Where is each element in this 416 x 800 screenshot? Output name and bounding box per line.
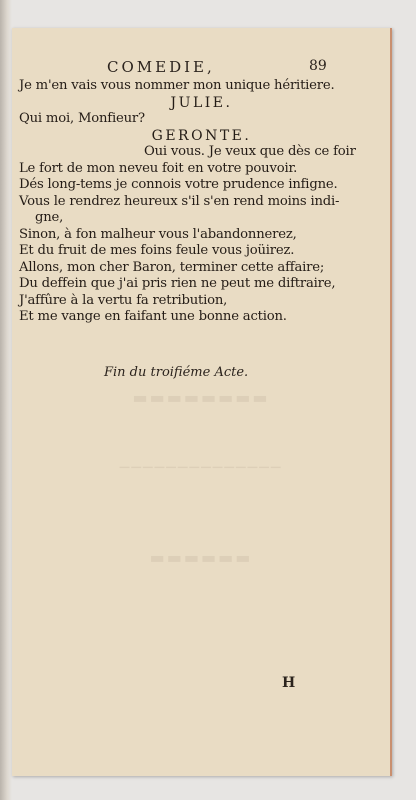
bleed-through-rule: ────────────── (119, 458, 283, 477)
running-head: COMEDIE, (107, 58, 215, 76)
verse-line: J'affûre à la vertu fa retribution, (19, 292, 228, 308)
verse-text (19, 78, 384, 326)
speaker-name: JULIE. (170, 94, 233, 111)
act-end-caption: Fin du troifiéme Acte. (104, 365, 249, 380)
verse-line: Je m'en vais vous nommer mon unique héritiere. (19, 78, 335, 93)
signature-mark: H (282, 675, 296, 691)
page-number: 89 (309, 58, 327, 74)
bleed-through-text: ▬▬▬▬▬▬▬▬ (132, 388, 270, 407)
bleed-through-text: ▬▬▬▬▬▬ (149, 548, 253, 567)
book-binding (0, 0, 12, 800)
verse-line: gne, (35, 210, 64, 225)
verse-line: Oui vous. Je veux que dès ce foir (144, 144, 356, 159)
verse-line: Et me vange en faifant une bonne action. (19, 309, 287, 324)
verse-line: Allons, mon cher Baron, terminer cette affaire; (19, 259, 325, 275)
book-page (12, 28, 392, 776)
verse-line: Sinon, à fon malheur vous l'abandonnerez, (19, 226, 297, 242)
verse-line: Du deffein que j'ai pris rien ne peut me diftraire, (19, 276, 336, 291)
verse-line: Qui moi, Monfieur? (19, 111, 145, 126)
verse-line: Vous le rendrez heureux s'il s'en rend moins indi- (19, 193, 340, 209)
speaker-name: GERONTE. (151, 127, 252, 144)
verse-line: Dés long-tems je connois votre prudence infigne. (19, 177, 338, 192)
verse-line: Le fort de mon neveu foit en votre pouvoir. (19, 160, 298, 176)
verse-line: Et du fruit de mes foins feule vous joüirez. (19, 243, 295, 258)
